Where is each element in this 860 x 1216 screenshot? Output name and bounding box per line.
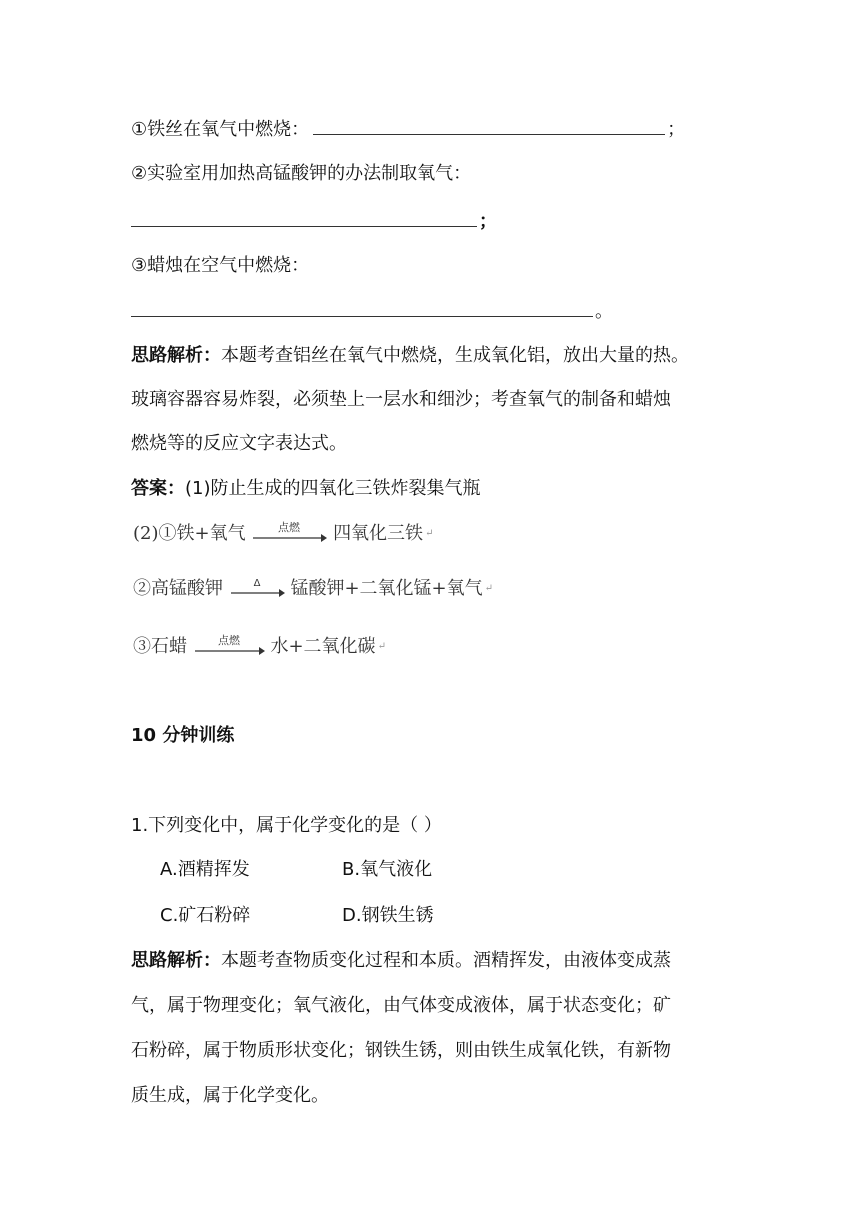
return-mark-icon: ↵: [425, 528, 434, 539]
analysis-2-line-3: 石粉碎，属于物质形状变化；钢铁生锈，则由铁生成氧化铁，有新物: [131, 1040, 671, 1061]
analysis-2-text-1: 本题考查物质变化过程和本质。酒精挥发，由液体变成蒸: [221, 950, 671, 971]
answer-1-text: (1)防止生成的四氧化三铁炸裂集气瓶: [185, 478, 481, 499]
reaction-arrow-icon: [229, 576, 285, 602]
equation-2-products: 锰酸钾+二氧化锰+氧气: [290, 578, 483, 599]
fill-item-2-answer-line: [131, 208, 497, 236]
analysis-1-line-1: [131, 342, 689, 370]
analysis-2-label: 思路解析：: [131, 950, 221, 971]
answer-blank-1[interactable]: [313, 116, 665, 135]
answer-1-label: 答案：: [131, 478, 185, 499]
fill-item-3: [131, 252, 309, 280]
equation-1: [133, 520, 433, 548]
equation-1-reactants: (2)①铁+氧气: [133, 523, 246, 544]
fill-item-3-answer-line: [131, 298, 613, 326]
equation-2: [133, 575, 493, 603]
fill-item-2-label: ②实验室用加热高锰酸钾的办法制取氧气：: [131, 163, 472, 184]
fill-item-2: [131, 160, 471, 188]
answer-blank-3[interactable]: [131, 298, 593, 317]
reaction-arrow-icon: [193, 634, 265, 660]
section-title: 10 分钟训练: [131, 725, 235, 746]
equation-1-condition: 点燃: [278, 521, 301, 534]
fill-item-2-end: ；: [479, 211, 497, 232]
equation-3: [133, 633, 386, 661]
analysis-1-label: 思路解析：: [131, 345, 221, 366]
reaction-arrow-icon: [251, 521, 327, 547]
analysis-2-line-2: 气，属于物理变化；氧气液化，由气体变成液体，属于状态变化；矿: [131, 995, 671, 1016]
fill-item-3-end: 。: [595, 301, 613, 322]
option-c[interactable]: C.矿石粉碎: [160, 905, 251, 926]
equation-3-reactants: ③石蜡: [133, 636, 187, 657]
question-1-stem: 1.下列变化中，属于化学变化的是（ ）: [131, 815, 442, 836]
fill-item-1-end: ；: [667, 119, 686, 140]
answer-1: [131, 475, 481, 503]
equation-2-reactants: ②高锰酸钾: [133, 578, 223, 599]
equation-2-condition: Δ: [253, 578, 261, 589]
option-d[interactable]: D.钢铁生锈: [342, 905, 434, 926]
equation-1-products: 四氧化三铁: [333, 523, 424, 544]
return-mark-icon: ↵: [484, 583, 494, 594]
analysis-1-line-2: 玻璃容器容易炸裂，必须垫上一层水和细沙；考查氧气的制备和蜡烛: [131, 389, 671, 410]
equation-3-condition: 点燃: [217, 634, 240, 647]
option-a[interactable]: A.酒精挥发: [160, 859, 250, 880]
equation-3-products: 水+二氧化碳: [270, 636, 376, 657]
fill-item-1-label: ①铁丝在氧气中燃烧：: [131, 119, 310, 140]
option-b[interactable]: B.氧气液化: [342, 859, 433, 880]
fill-item-1: [131, 116, 685, 144]
analysis-1-line-3: 燃烧等的反应文字表达式。: [131, 433, 347, 454]
analysis-2-line-1: [131, 947, 671, 975]
analysis-2-line-4: 质生成，属于化学变化。: [131, 1085, 329, 1106]
fill-item-3-label: ③蜡烛在空气中燃烧：: [131, 255, 310, 276]
return-mark-icon: ↵: [377, 641, 386, 652]
analysis-1-text-1: 本题考查铝丝在氧气中燃烧，生成氧化铝，放出大量的热。: [221, 345, 689, 366]
answer-blank-2[interactable]: [131, 208, 477, 227]
